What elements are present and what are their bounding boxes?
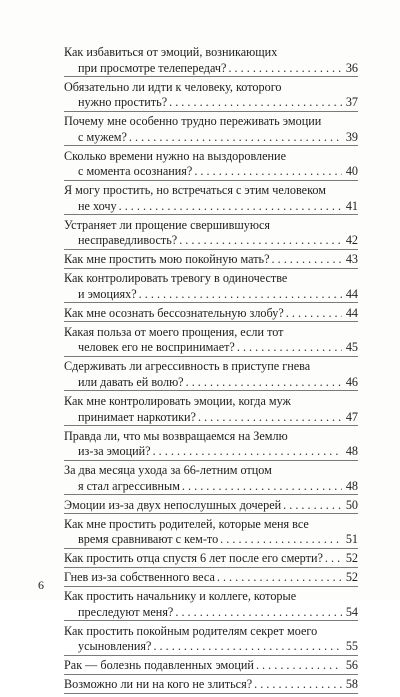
toc-page-number: 42 (345, 233, 358, 248)
toc-entry-text: Я могу простить, но встречаться с этим человеком (64, 183, 326, 198)
toc-entry-line (64, 252, 358, 268)
toc-entry (64, 183, 358, 215)
dot-leader (272, 252, 342, 268)
toc-page-number: 44 (345, 305, 358, 320)
toc-entry (64, 498, 358, 515)
dot-leader (286, 306, 342, 322)
dot-leader (228, 61, 342, 77)
toc-entry-line (64, 114, 358, 130)
toc-entry (64, 325, 358, 357)
toc-entry-line (64, 517, 358, 533)
toc-entry (64, 252, 358, 269)
toc-page-number: 43 (345, 252, 358, 267)
toc-entry-line (64, 306, 358, 322)
toc-page-number: 47 (345, 409, 358, 424)
toc-entry-text: или давать ей волю? (78, 374, 184, 389)
toc-entry-text: Как мне простить родителей, которые меня все (64, 516, 309, 531)
dot-leader (169, 95, 342, 111)
dot-leader (220, 532, 342, 548)
toc-entry-line (64, 130, 358, 146)
toc-entry-text: нужно простить? (78, 95, 168, 110)
dot-leader (194, 164, 342, 180)
toc-entry-text: при просмотре телепередач? (78, 60, 227, 75)
dot-leader (217, 570, 342, 586)
toc-entry-line (64, 325, 358, 341)
toc-entry-text: Как простить отца спустя 6 лет после его смерти? (64, 551, 323, 566)
toc-entry-line (64, 444, 358, 460)
dot-leader (139, 287, 342, 303)
toc-entry-text: несправедливость? (78, 233, 178, 248)
toc-page-number: 48 (345, 444, 358, 459)
toc-entry-text: Как избавиться от эмоций, возникающих (64, 45, 278, 59)
toc-entry-text: Возможно ли ни на кого не злиться? (64, 677, 253, 692)
toc-entry-text: принимает наркотики? (78, 409, 196, 424)
toc-entry-text: Как контролировать тревогу в одиночестве (64, 271, 288, 286)
toc-entry-text: не хочу (78, 198, 117, 213)
toc-entry-line (64, 45, 358, 61)
toc-entry-line (64, 95, 358, 111)
toc-page-number: 56 (345, 658, 358, 673)
toc-page-number: 54 (345, 604, 358, 619)
toc-entry (64, 114, 358, 146)
dot-leader (283, 498, 342, 514)
toc-entry-line (64, 218, 358, 234)
toc-page-number: 46 (345, 374, 358, 389)
toc-entry-text: Почему мне особенно трудно переживать эмоции (64, 114, 322, 129)
toc-entry-line (64, 605, 358, 621)
toc-entry (64, 45, 358, 77)
toc-entry-text: время сравнивают с кем-то (78, 532, 219, 547)
toc-entry-line (64, 80, 358, 96)
toc-page-number: 45 (345, 340, 358, 355)
toc-entry-line (64, 624, 358, 640)
dot-leader (119, 199, 342, 215)
toc-entry-line (64, 183, 358, 199)
dot-leader (237, 340, 342, 356)
toc-entry-text: Сколько времени нужно на выздоровление (64, 148, 286, 163)
toc-entry-text: с момента осознания? (78, 164, 193, 179)
toc-entry (64, 624, 358, 656)
toc-entry-text: Эмоции из-за двух непослушных дочерей (64, 497, 282, 512)
toc-entry (64, 271, 358, 303)
toc-entry-line (64, 677, 358, 693)
toc-entry-text: с мужем? (78, 129, 127, 144)
dot-leader (254, 677, 342, 693)
toc-entry (64, 306, 358, 323)
toc-entry (64, 677, 358, 694)
toc-entry (64, 149, 358, 181)
toc-page-number: 36 (345, 60, 358, 75)
toc-entry (64, 570, 358, 587)
toc-entry-line (64, 61, 358, 77)
toc-entry-text: Как простить начальнику и коллеге, которые (64, 589, 297, 604)
dot-leader (129, 130, 342, 146)
toc-entry-line (64, 498, 358, 514)
dot-leader (325, 551, 342, 567)
toc-entry (64, 551, 358, 568)
toc-page-number: 44 (345, 286, 358, 301)
toc-entry-line (64, 479, 358, 495)
toc-page-number: 40 (345, 164, 358, 179)
toc-entry (64, 589, 358, 621)
toc-entry-text: Как простить покойным родителям секрет моего (64, 623, 318, 638)
toc-entry (64, 429, 358, 461)
toc-entry (64, 394, 358, 426)
toc-entry-text: Как мне контролировать эмоции, когда муж (64, 394, 291, 409)
dot-leader (175, 605, 342, 621)
toc-entry-line (64, 271, 358, 287)
toc-entry-line (64, 359, 358, 375)
toc-entry-text: Рак — болезнь подавленных эмоций (64, 658, 254, 673)
dot-leader (153, 639, 342, 655)
toc-entry-line (64, 394, 358, 410)
toc-page-number: 55 (345, 639, 358, 654)
dot-leader (186, 375, 342, 391)
dot-leader (198, 410, 342, 426)
toc-page-number: 41 (345, 198, 358, 213)
toc-entry-text: преследуют меня? (78, 604, 174, 619)
toc-entry-text: Как мне осознать бессознательную злобу? (64, 305, 284, 320)
toc-entry-text: Обязательно ли идти к человеку, которого (64, 79, 282, 94)
toc-entry-line (64, 551, 358, 567)
toc-entry-text: из-за эмоций? (78, 444, 151, 459)
toc-entry-text: человек его не воспринимает? (78, 340, 235, 355)
toc-entry-line (64, 164, 358, 180)
toc-page-number: 39 (345, 129, 358, 144)
toc-entry-line (64, 532, 358, 548)
toc-entry-line (64, 233, 358, 249)
page-number: 6 (38, 578, 44, 592)
toc-entry (64, 463, 358, 495)
toc-page-number: 48 (345, 478, 358, 493)
toc-entry-text: я стал агрессивным (78, 478, 180, 493)
toc-entry-text: Устраняет ли прощение свершившуюся (64, 217, 270, 232)
toc-entry-line (64, 199, 358, 215)
toc-page-number: 51 (345, 532, 358, 547)
toc-entry-line (64, 429, 358, 445)
dot-leader (153, 444, 342, 460)
toc-entry-line (64, 287, 358, 303)
toc-entry-line (64, 658, 358, 674)
toc-entry-line (64, 340, 358, 356)
toc-entry-text: Как мне простить мою покойную мать? (64, 252, 270, 267)
toc-entry (64, 80, 358, 112)
toc-entry (64, 517, 358, 549)
toc-page-number: 58 (345, 677, 358, 692)
toc-page-number: 50 (345, 497, 358, 512)
dot-leader (179, 233, 342, 249)
toc-entry (64, 658, 358, 675)
toc-entry-line (64, 570, 358, 586)
toc-entry-text: Какая польза от моего прощения, если тот (64, 324, 284, 339)
toc-entry-line (64, 375, 358, 391)
toc-entry (64, 218, 358, 250)
toc-page-number: 52 (345, 570, 358, 585)
toc-entry-line (64, 589, 358, 605)
toc-entry (64, 359, 358, 391)
toc-entry-text: усыновления? (78, 639, 152, 654)
dot-leader (256, 658, 342, 674)
toc-entry-line (64, 639, 358, 655)
toc-entry-text: Правда ли, что мы возвращаемся на Землю (64, 428, 288, 443)
toc-page-number: 37 (345, 95, 358, 110)
toc-entry-text: Гнев из-за собственного веса (64, 570, 215, 585)
table-of-contents (64, 45, 358, 697)
toc-entry-line (64, 463, 358, 479)
toc-entry-line (64, 149, 358, 165)
dot-leader (182, 479, 342, 495)
toc-page-number: 52 (345, 551, 358, 566)
toc-entry-text: и эмоциях? (78, 286, 137, 301)
toc-entry-text: Сдерживать ли агрессивность в приступе гнева (64, 359, 311, 374)
toc-entry-text: За два месяца ухода за 66-летним отцом (64, 463, 272, 478)
toc-entry-line (64, 410, 358, 426)
